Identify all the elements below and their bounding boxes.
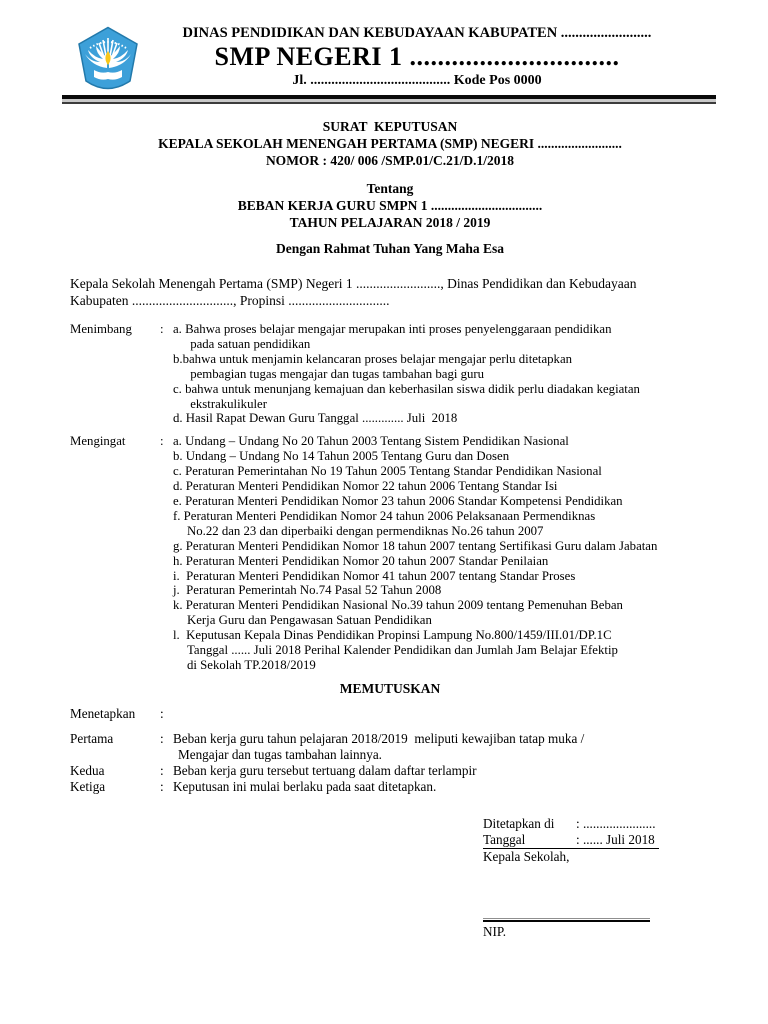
legal-basis-item-line: d. Peraturan Menteri Pendidikan Nomor 22 tahun 2006 Tentang Standar Isi (173, 479, 558, 494)
decision-row-kedua (70, 763, 710, 779)
pertama-label: Pertama (70, 730, 114, 746)
date-value: : ...... Juli 2018 (576, 831, 655, 847)
legal-basis-item-line: Tanggal ...... Juli 2018 Perihal Kalender Pendidikan dan Jumlah Jam Belajar Efektip (187, 643, 618, 658)
letterhead-address: Jl. ........................................ Kode Pos 0000 (292, 73, 542, 88)
tut-wuri-handayani-logo (76, 26, 140, 96)
considering-item-line: ekstrakulikuler (187, 396, 267, 411)
considering-label: Menimbang (70, 322, 132, 336)
legal-basis-item-line: Kerja Guru dan Pengawasan Satuan Pendidikan (187, 613, 432, 628)
decision-row-menetapkan (70, 706, 710, 722)
nip-label: NIP. (483, 923, 507, 939)
decree-title: SURAT KEPUTUSAN (322, 119, 458, 134)
decision-row-ketiga (70, 779, 710, 795)
ketiga-colon: : (160, 778, 164, 794)
considering-item-line: pembagian tugas mengajar dan tugas tambahan bagi guru (187, 366, 485, 381)
legal-basis-item-line: e. Peraturan Menteri Pendidikan Nomor 23 tahun 2006 Standar Kompetensi Pendidikan (173, 493, 623, 508)
letterhead-divider (62, 95, 716, 104)
subject-label: Tentang (366, 181, 414, 196)
kedua-label: Kedua (70, 762, 105, 778)
considering-items (173, 322, 710, 426)
legal-basis-item-line: No.22 dan 23 dan diperbaiki dengan permendiknas No.26 tahun 2007 (187, 523, 544, 538)
set-at-label: Ditetapkan di (483, 815, 555, 831)
legal-basis-item-line: c. Peraturan Pemerintahan No 19 Tahun 2005 Tentang Standar Pendidikan Nasional (173, 464, 602, 479)
letterhead-agency: DINAS PENDIDIKAN DAN KEBUDAYAAN KABUPATEN ......................... (182, 25, 652, 41)
considering-item-line: d. Hasil Rapat Dewan Guru Tanggal ............. Juli 2018 (173, 411, 458, 426)
ketiga-text: Keputusan ini mulai berlaku pada saat ditetapkan. (173, 778, 437, 794)
preamble-paragraph (70, 276, 710, 309)
pertama-colon: : (160, 730, 164, 746)
letterhead-school-name: SMP NEGERI 1 .............................. (214, 42, 620, 71)
set-at-row (483, 816, 659, 832)
legal-basis-item-line: l. Keputusan Kepala Dinas Pendidikan Propinsi Lampung No.800/1459/III.01/DP.1C (173, 628, 612, 643)
ketiga-label: Ketiga (70, 778, 106, 794)
set-at-value: : ...................... (576, 815, 656, 831)
preamble-line2: Kabupaten .............................., Propinsi .............................. (70, 292, 390, 308)
legal-basis-item-line: j. Peraturan Pemerintah No.74 Pasal 52 Tahun 2008 (173, 583, 442, 598)
subject-line1: BEBAN KERJA GURU SMPN 1 ................................. (237, 198, 543, 213)
considering-item-line: b.bahwa untuk menjamin kelancaran proses belajar mengajar perlu ditetapkan (173, 351, 573, 366)
considering-item-line: c. bahwa untuk menunjang kemajuan dan keberhasilan siswa didik perlu diadakan kegiatan (173, 381, 640, 396)
legal-basis-item-line: k. Peraturan Menteri Pendidikan Nasional No.39 tahun 2009 tentang Pemenuhan Beban (173, 598, 623, 613)
legal-basis-item-line: i. Peraturan Menteri Pendidikan Nomor 41 tahun 2007 tentang Standar Proses (173, 568, 576, 583)
ministry-logo-icon (76, 26, 140, 96)
legal-basis-label: Mengingat (70, 434, 126, 449)
signature-space (483, 865, 659, 918)
letterhead (70, 24, 710, 90)
subject-line2: TAHUN PELAJARAN 2018 / 2019 (289, 215, 491, 230)
pertama-text (173, 731, 710, 763)
decree-issuer: KEPALA SEKOLAH MENENGAH PERTAMA (SMP) NEGERI ......................... (158, 136, 622, 151)
legal-basis-section (70, 434, 710, 673)
legal-basis-item-line: h. Peraturan Menteri Pendidikan Nomor 20 tahun 2007 Standar Penilaian (173, 553, 549, 568)
decree-number: NOMOR : 420/ 006 /SMP.01/C.21/D.1/2018 (265, 153, 515, 168)
signature-block (483, 816, 659, 940)
considering-colon: : (160, 322, 164, 336)
decision-heading: MEMUTUSKAN (339, 680, 441, 696)
considering-section (70, 322, 710, 426)
invocation-line: Dengan Rahmat Tuhan Yang Maha Esa (276, 241, 504, 256)
pertama-line2: Mengajar dan tugas tambahan lainnya. (178, 746, 382, 762)
legal-basis-colon: : (160, 434, 164, 449)
date-row (483, 832, 659, 849)
decree-subject-block (70, 180, 710, 231)
date-label: Tanggal (483, 831, 526, 847)
kedua-colon: : (160, 762, 164, 778)
legal-basis-item-line: b. Undang – Undang No 14 Tahun 2005 Tentang Guru dan Dosen (173, 449, 510, 464)
signer-title: Kepala Sekolah, (483, 848, 570, 864)
legal-basis-item-line: g. Peraturan Menteri Pendidikan Nomor 18 tahun 2007 tentang Sertifikasi Guru dalam Jabatan (173, 538, 658, 553)
decree-title-block (70, 118, 710, 169)
considering-item-line: a. Bahwa proses belajar mengajar merupakan inti proses penyelenggaraan pendidikan (173, 322, 612, 336)
legal-basis-item-line: di Sekolah TP.2018/2019 (187, 657, 316, 672)
menetapkan-label: Menetapkan (70, 705, 136, 721)
legal-basis-items (173, 434, 710, 673)
legal-basis-item-line: f. Peraturan Menteri Pendidikan Nomor 24 tahun 2006 Pelaksanaan Permendiknas (173, 508, 596, 523)
kedua-text: Beban kerja guru tersebut tertuang dalam daftar terlampir (173, 762, 477, 778)
menetapkan-colon: : (160, 705, 164, 721)
menetapkan-text (173, 706, 710, 722)
considering-item-line: pada satuan pendidikan (187, 336, 311, 351)
preamble-line1: Kepala Sekolah Menengah Pertama (SMP) Negeri 1 ........................., Dinas Pendidikan dan Kebudayaan (70, 276, 637, 291)
pertama-line1: Beban kerja guru tahun pelajaran 2018/2019 meliputi kewajiban tatap muka / (173, 730, 585, 746)
legal-basis-item-line: a. Undang – Undang No 20 Tahun 2003 Tentang Sistem Pendidikan Nasional (173, 434, 569, 449)
signature-name-line (483, 918, 650, 922)
decision-row-pertama (70, 731, 710, 763)
